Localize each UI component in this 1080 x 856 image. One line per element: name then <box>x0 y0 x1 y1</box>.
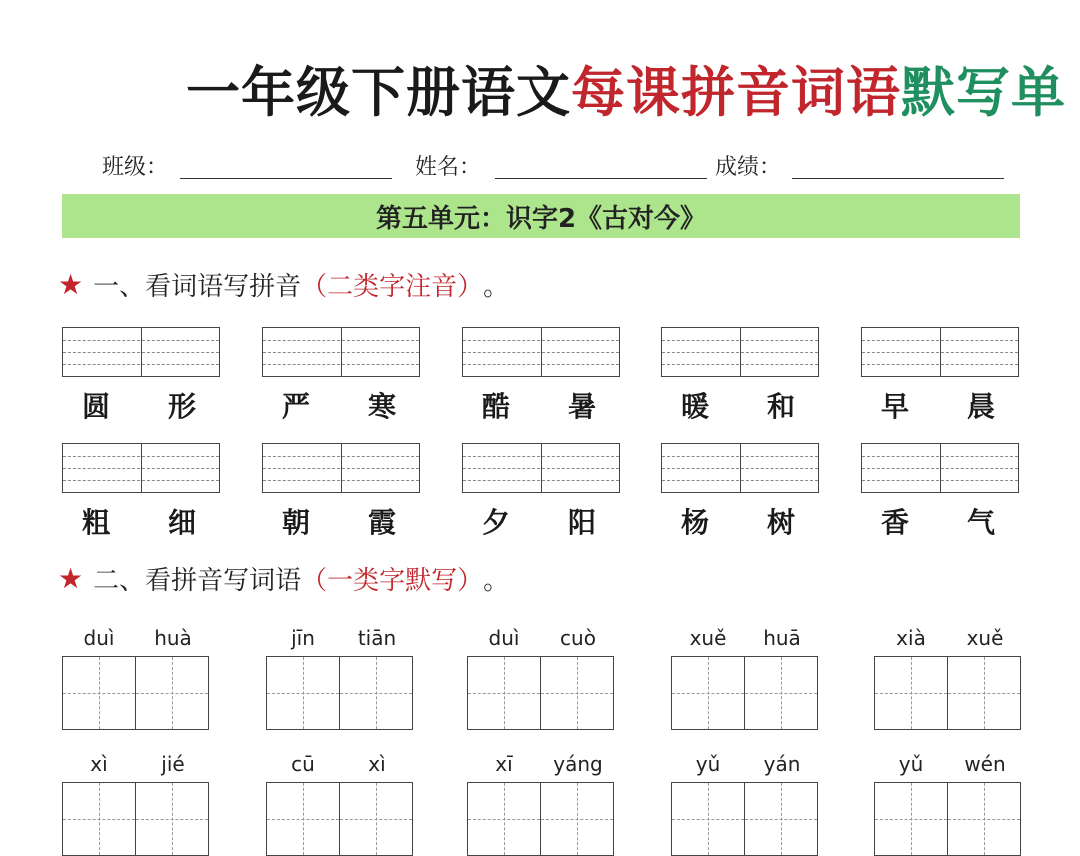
pinyin-syllable: xuě <box>689 626 727 650</box>
score-label: 成绩： <box>715 155 782 180</box>
pinyin-syllable: xì <box>368 752 386 776</box>
character-grid-box[interactable] <box>62 656 136 730</box>
section1-prefix: 一、看词语写拼音 <box>93 272 302 302</box>
word-char: 杨 <box>681 506 710 539</box>
pinyin-answer-box[interactable] <box>861 443 1019 493</box>
word-char: 暖 <box>681 390 710 423</box>
pinyin-answer-box[interactable] <box>462 443 620 493</box>
pinyin-answer-box[interactable] <box>62 327 220 377</box>
character-grid-box[interactable] <box>947 656 1021 730</box>
character-grid-box[interactable] <box>671 656 745 730</box>
pinyin-syllable: jīn <box>291 626 315 650</box>
pinyin-syllable: cuò <box>560 626 596 650</box>
score-field[interactable] <box>792 178 1004 179</box>
pinyin-syllable: huā <box>763 626 801 650</box>
word-char: 夕 <box>482 506 511 539</box>
section1-suffix: 。 <box>483 272 510 302</box>
page-title <box>186 50 1066 127</box>
section2-highlight: 一类字默写 <box>327 566 458 596</box>
name-label: 姓名： <box>415 155 482 180</box>
student-info-row <box>0 150 1080 186</box>
character-grid-box[interactable] <box>62 782 136 856</box>
character-grid-box[interactable] <box>540 656 614 730</box>
character-grid-box[interactable] <box>339 656 413 730</box>
word-char: 严 <box>282 390 311 423</box>
star-icon: ★ <box>58 267 84 301</box>
character-grid-box[interactable] <box>135 782 209 856</box>
character-grid-box[interactable] <box>467 782 541 856</box>
pinyin-syllable: xuě <box>966 626 1004 650</box>
pinyin-answer-box[interactable] <box>861 327 1019 377</box>
class-field[interactable] <box>180 178 392 179</box>
pinyin-syllable: xià <box>896 626 926 650</box>
pinyin-syllable: yáng <box>553 752 603 776</box>
section2-close-paren: ） <box>457 566 484 596</box>
word-char: 气 <box>967 506 996 539</box>
pinyin-syllable: duì <box>488 626 520 650</box>
word-char: 朝 <box>282 506 311 539</box>
pinyin-answer-box[interactable] <box>661 443 819 493</box>
pinyin-syllable: wén <box>964 752 1006 776</box>
section2-suffix: 。 <box>483 566 510 596</box>
character-grid-box[interactable] <box>266 782 340 856</box>
title-part-lesson: 每课拼音词语 <box>571 61 901 124</box>
class-label: 班级： <box>102 155 169 180</box>
character-grid-box[interactable] <box>266 656 340 730</box>
character-grid-box[interactable] <box>467 656 541 730</box>
pinyin-answer-box[interactable] <box>62 443 220 493</box>
word-char: 寒 <box>368 390 397 423</box>
character-grid-box[interactable] <box>744 656 818 730</box>
word-char: 阳 <box>568 506 597 539</box>
pinyin-answer-box[interactable] <box>661 327 819 377</box>
pinyin-syllable: yǔ <box>695 752 721 776</box>
character-grid-box[interactable] <box>135 656 209 730</box>
word-char: 香 <box>881 506 910 539</box>
pinyin-syllable: xì <box>90 752 108 776</box>
word-char: 酷 <box>482 390 511 423</box>
section1-heading <box>58 266 509 303</box>
word-char: 粗 <box>82 506 111 539</box>
section1-open-paren: （ <box>301 272 328 302</box>
pinyin-syllable: yǔ <box>898 752 924 776</box>
word-char: 形 <box>168 390 197 423</box>
pinyin-answer-box[interactable] <box>462 327 620 377</box>
word-char: 树 <box>767 506 796 539</box>
character-grid-box[interactable] <box>671 782 745 856</box>
name-field[interactable] <box>495 178 707 179</box>
character-grid-box[interactable] <box>874 656 948 730</box>
word-char: 晨 <box>967 390 996 423</box>
section2-prefix: 二、看拼音写词语 <box>93 566 302 596</box>
section2-heading <box>58 560 509 597</box>
pinyin-syllable: cū <box>291 752 315 776</box>
pinyin-syllable: tiān <box>357 626 397 650</box>
section2-open-paren: （ <box>301 566 328 596</box>
character-grid-box[interactable] <box>874 782 948 856</box>
title-part-grade: 一年级下册语文 <box>186 61 571 124</box>
pinyin-syllable: huà <box>154 626 192 650</box>
pinyin-syllable: duì <box>83 626 115 650</box>
word-char: 霞 <box>368 506 397 539</box>
pinyin-syllable: jié <box>161 752 185 776</box>
character-grid-box[interactable] <box>540 782 614 856</box>
pinyin-answer-box[interactable] <box>262 443 420 493</box>
pinyin-syllable: yán <box>763 752 801 776</box>
word-char: 早 <box>881 390 910 423</box>
section1-close-paren: ） <box>457 272 484 302</box>
word-char: 圆 <box>82 390 111 423</box>
pinyin-answer-box[interactable] <box>262 327 420 377</box>
word-char: 细 <box>168 506 197 539</box>
star-icon: ★ <box>58 561 84 595</box>
character-grid-box[interactable] <box>744 782 818 856</box>
word-char: 暑 <box>568 390 597 423</box>
pinyin-syllable: xī <box>495 752 513 776</box>
section1-highlight: 二类字注音 <box>327 272 458 302</box>
character-grid-box[interactable] <box>947 782 1021 856</box>
title-part-dictation: 默写单 <box>901 61 1066 124</box>
unit-banner: 第五单元：识字2《古对今》 <box>62 194 1020 238</box>
character-grid-box[interactable] <box>339 782 413 856</box>
word-char: 和 <box>767 390 796 423</box>
